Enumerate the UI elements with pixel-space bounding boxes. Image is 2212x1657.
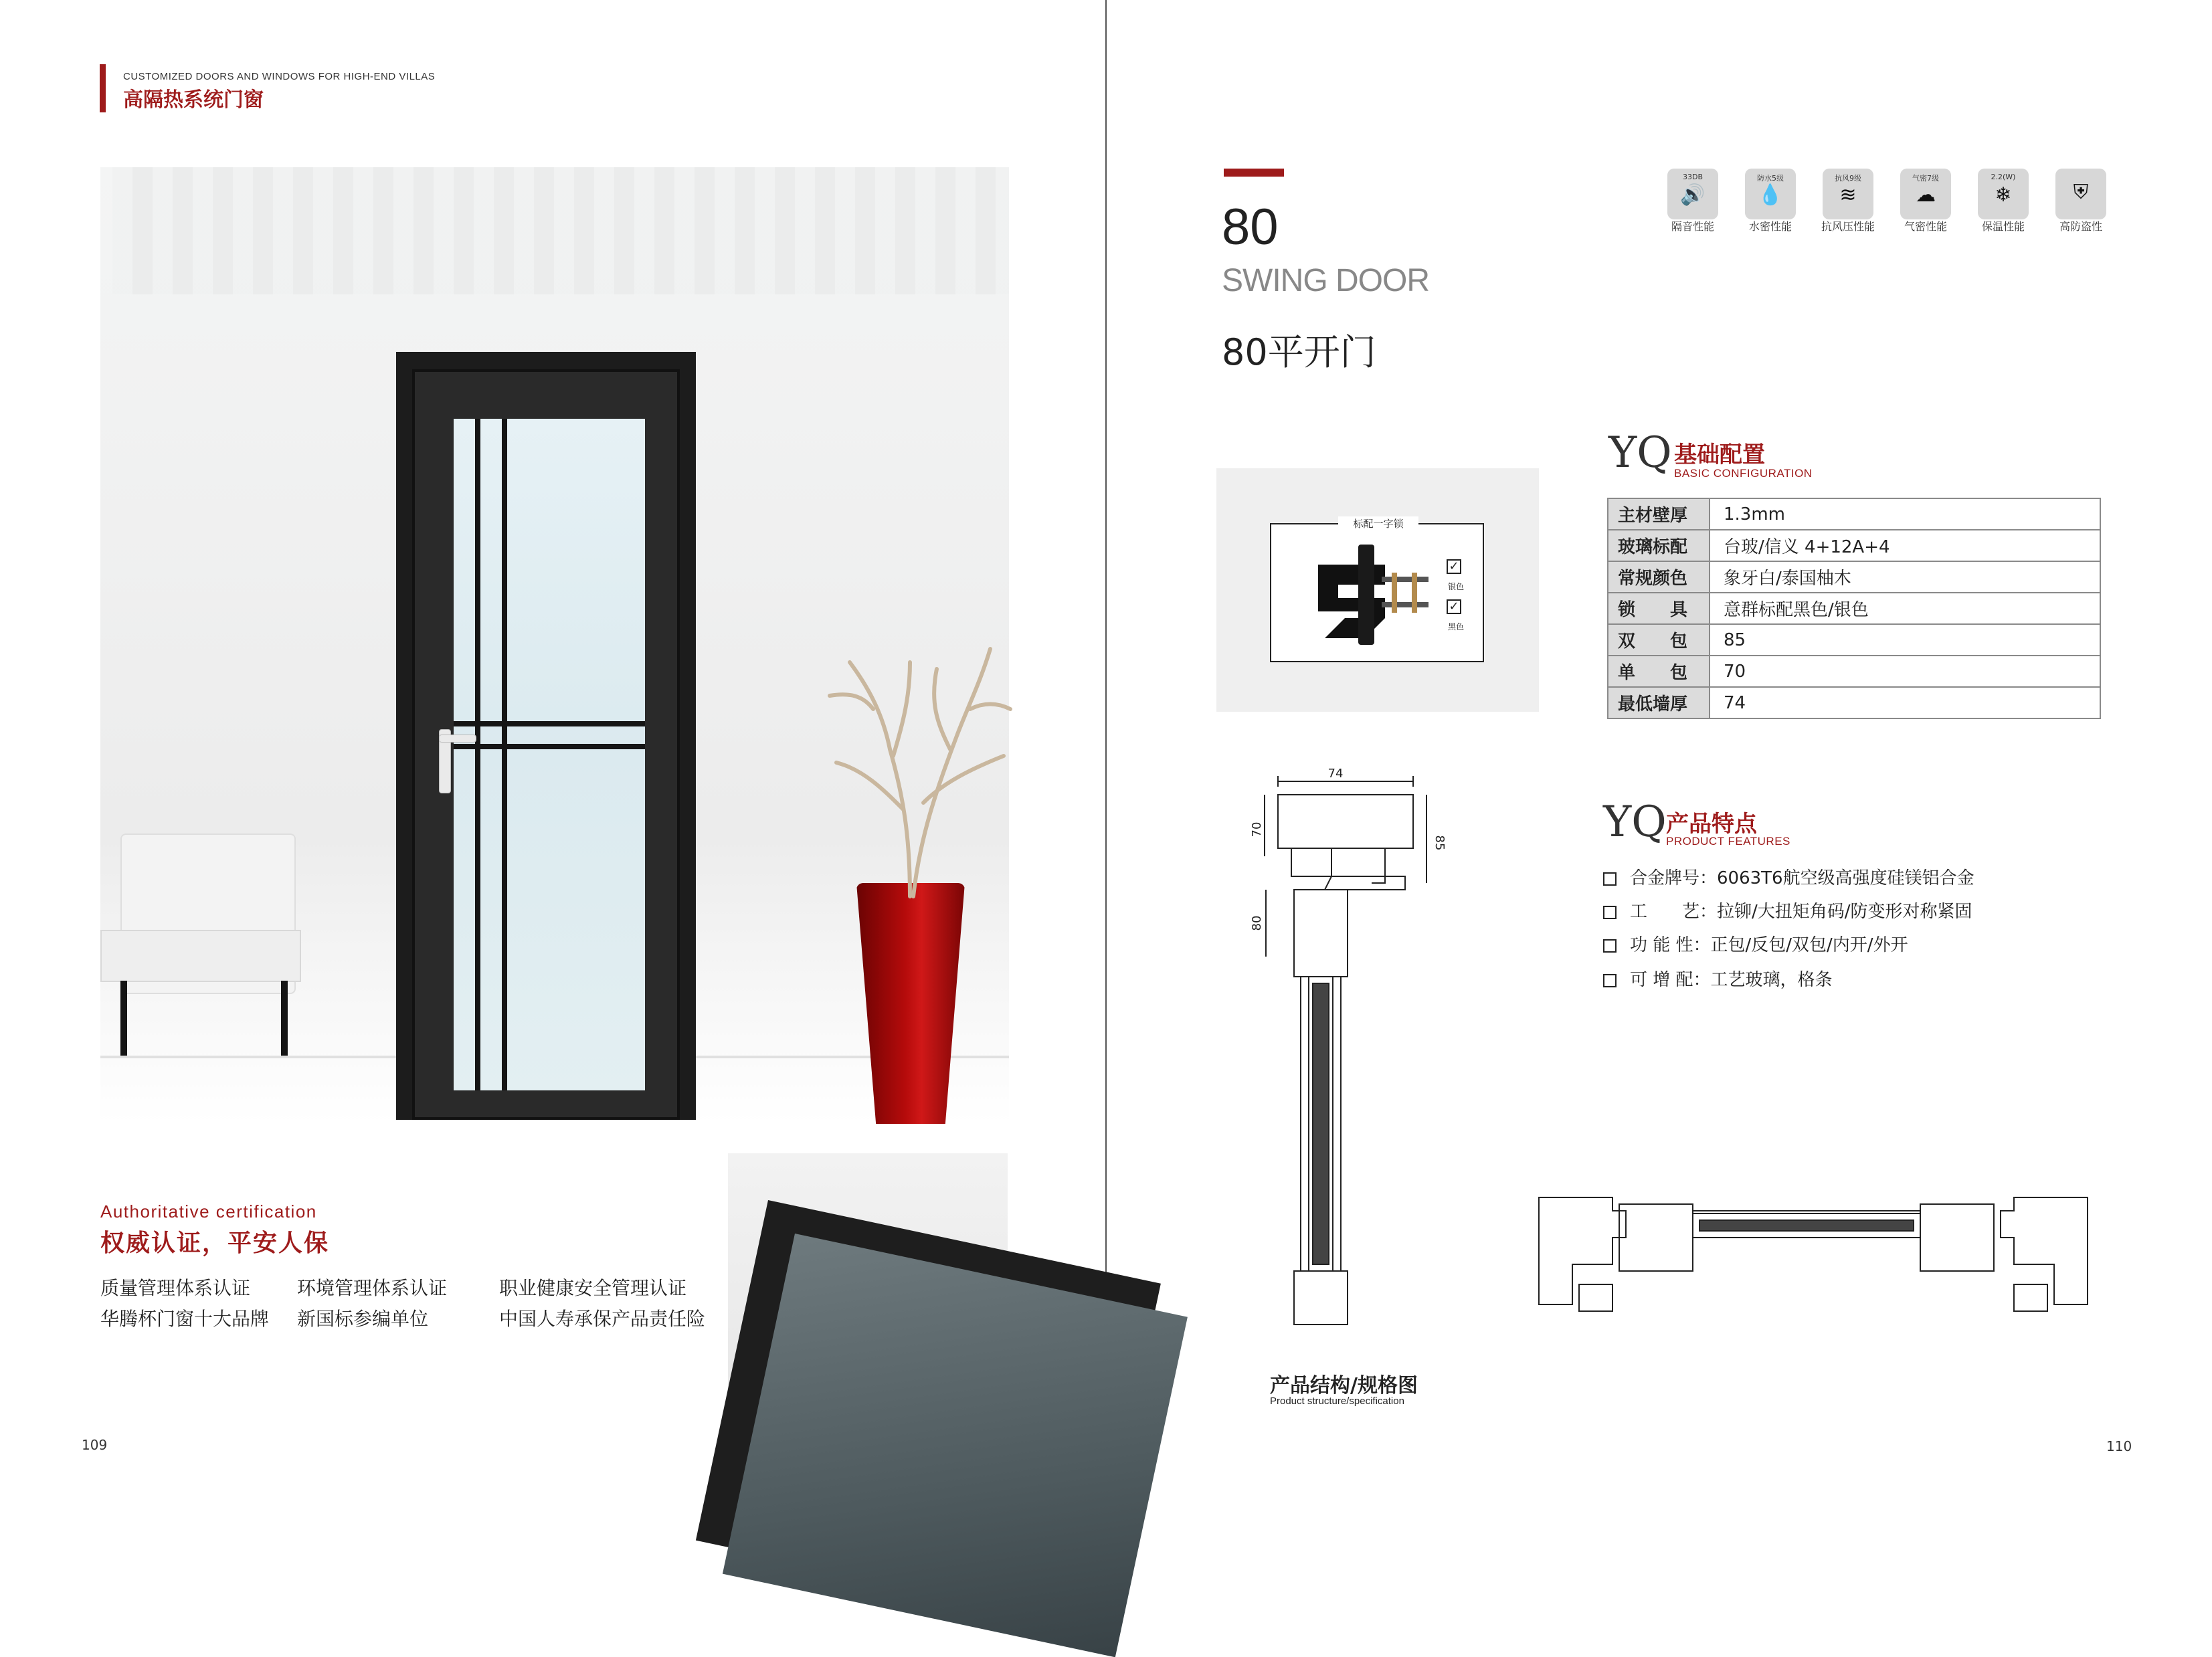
header-english: CUSTOMIZED DOORS AND WINDOWS FOR HIGH-END VILLAS	[123, 71, 436, 82]
red-vase	[856, 883, 965, 1124]
lock-handle-icon	[1311, 538, 1439, 652]
chair-seat	[100, 930, 301, 982]
vertical-section-drawing	[1250, 763, 1447, 1325]
dry-branches	[810, 636, 1024, 903]
performance-value: 防水5级	[1757, 174, 1784, 183]
table-row	[1608, 561, 2100, 593]
performance-badge	[1900, 169, 1951, 219]
door-transom	[454, 721, 645, 726]
lock-diagram-box	[1270, 518, 1484, 662]
config-value: 70	[1710, 656, 2100, 687]
config-key: 锁 具	[1608, 593, 1710, 624]
performance-value: 气密7级	[1912, 174, 1939, 183]
lock-option: 黑色	[1448, 622, 1465, 631]
basic-config-table	[1607, 498, 2101, 719]
certification-item: 中国人寿承保产品责任险	[499, 1308, 706, 1330]
wall-texture	[112, 167, 1009, 294]
performance-label: 隔音性能	[1671, 220, 1714, 233]
lock-title: 标配一字锁	[1338, 516, 1418, 530]
dimension-label: 85	[1433, 835, 1447, 851]
config-key: 主材壁厚	[1608, 498, 1710, 530]
certification-item: 质量管理体系认证	[100, 1277, 251, 1299]
config-value: 台玻/信义 4+12A+4	[1710, 530, 2100, 561]
feature-item	[1603, 966, 1833, 991]
basic-config-title-en: BASIC CONFIGURATION	[1674, 467, 1813, 480]
performance-badge	[1823, 169, 1873, 219]
performance-value: 33DB	[1682, 173, 1703, 181]
performance-label: 高防盗性	[2059, 220, 2102, 233]
config-value: 74	[1710, 687, 2100, 718]
config-key: 玻璃标配	[1608, 530, 1710, 561]
snowflake-icon: ❄	[1995, 183, 2012, 207]
feature-item	[1603, 931, 1908, 956]
feature-text: 合金牌号：6063T6航空级高强度硅镁铝合金	[1630, 868, 1974, 888]
shield-icon: ⛨	[2073, 181, 2089, 204]
horizontal-section-drawing	[1532, 1184, 2094, 1318]
certification-item: 华腾杯门窗十大品牌	[100, 1308, 270, 1330]
certification-item: 新国标参编单位	[297, 1308, 429, 1330]
table-row	[1608, 593, 2100, 624]
feature-text: 功 能 性：正包/反包/双包/内开/外开	[1630, 935, 1908, 955]
performance-value: 抗风9级	[1835, 174, 1861, 183]
certification-item: 职业健康安全管理认证	[499, 1277, 687, 1299]
performance-badge	[2055, 169, 2106, 219]
checkbox-icon	[1603, 974, 1617, 987]
config-value: 1.3mm	[1710, 498, 2100, 530]
config-key: 单 包	[1608, 656, 1710, 687]
door-mullion	[502, 419, 507, 1090]
checkbox-icon	[1603, 906, 1617, 919]
config-key: 最低墙厚	[1608, 687, 1710, 718]
table-row	[1608, 624, 2100, 656]
feature-item	[1603, 864, 1974, 889]
frame-corner-photo	[728, 1153, 1008, 1393]
lock-option: 银色	[1448, 582, 1465, 591]
certification-title-en: Authoritative certification	[100, 1201, 317, 1222]
lock-card	[1216, 468, 1539, 712]
features-title-cn: 产品特点	[1666, 811, 1757, 838]
chair-leg	[281, 981, 288, 1056]
page-number-left: 109	[82, 1437, 108, 1453]
structure-title-en: Product structure/specification	[1270, 1395, 1404, 1407]
product-scene-photo	[100, 167, 1009, 1124]
door-glass	[454, 419, 645, 1090]
checkbox-icon	[1603, 939, 1617, 953]
door-mullion	[475, 419, 480, 1090]
performance-badge	[1978, 169, 2029, 219]
dimension-label: 74	[1327, 767, 1344, 781]
yq-logo: YQ	[1603, 797, 1667, 847]
table-row	[1608, 656, 2100, 687]
config-key: 常规颜色	[1608, 561, 1710, 593]
title-accent-bar	[1224, 169, 1284, 177]
features-title-en: PRODUCT FEATURES	[1666, 835, 1790, 848]
door-transom	[454, 744, 645, 749]
door-handle-lever	[439, 735, 476, 743]
config-value: 象牙白/泰国柚木	[1710, 561, 2100, 593]
performance-value: 2.2(W)	[1991, 173, 2016, 181]
water-drop-icon: 💧	[1758, 183, 1783, 207]
performance-label: 保温性能	[1981, 220, 2025, 233]
header-chinese: 高隔热系统门窗	[123, 88, 264, 112]
model-name-cn: 80平开门	[1222, 331, 1376, 373]
check-icon: ✓	[1447, 559, 1461, 574]
performance-label: 抗风压性能	[1821, 220, 1875, 233]
feature-text: 可 增 配：工艺玻璃，格条	[1630, 970, 1833, 990]
table-row	[1608, 687, 2100, 718]
model-number: 80	[1222, 199, 1279, 256]
performance-label: 水密性能	[1748, 220, 1792, 233]
table-row	[1608, 498, 2100, 530]
config-value: 意群标配黑色/银色	[1710, 593, 2100, 624]
dimension-label: 80	[1250, 915, 1264, 931]
header-accent-bar	[100, 64, 106, 112]
checkbox-icon	[1603, 872, 1617, 886]
dimension-label: 70	[1250, 821, 1264, 838]
model-name-en: SWING DOOR	[1222, 263, 1429, 298]
wind-icon: ≋	[1839, 183, 1857, 207]
structure-title-cn: 产品结构/规格图	[1270, 1374, 1418, 1397]
certification-item: 环境管理体系认证	[297, 1277, 448, 1299]
cloud-icon: ☁	[1916, 183, 1936, 207]
table-row	[1608, 530, 2100, 561]
performance-badge	[1745, 169, 1796, 219]
yq-logo: YQ	[1608, 428, 1672, 478]
check-icon: ✓	[1447, 599, 1461, 614]
basic-config-title-cn: 基础配置	[1674, 442, 1765, 468]
feature-text: 工 艺：拉铆/大扭矩角码/防变形对称紧固	[1630, 902, 1972, 922]
config-key: 双 包	[1608, 624, 1710, 656]
feature-item	[1603, 898, 1972, 922]
config-value: 85	[1710, 624, 2100, 656]
speaker-icon: 🔊	[1680, 183, 1706, 207]
chair-leg	[120, 981, 127, 1056]
performance-label: 气密性能	[1904, 220, 1947, 233]
page-number-right: 110	[2106, 1438, 2132, 1454]
certification-title-cn: 权威认证，平安人保	[100, 1230, 330, 1257]
performance-badge	[1667, 169, 1718, 219]
